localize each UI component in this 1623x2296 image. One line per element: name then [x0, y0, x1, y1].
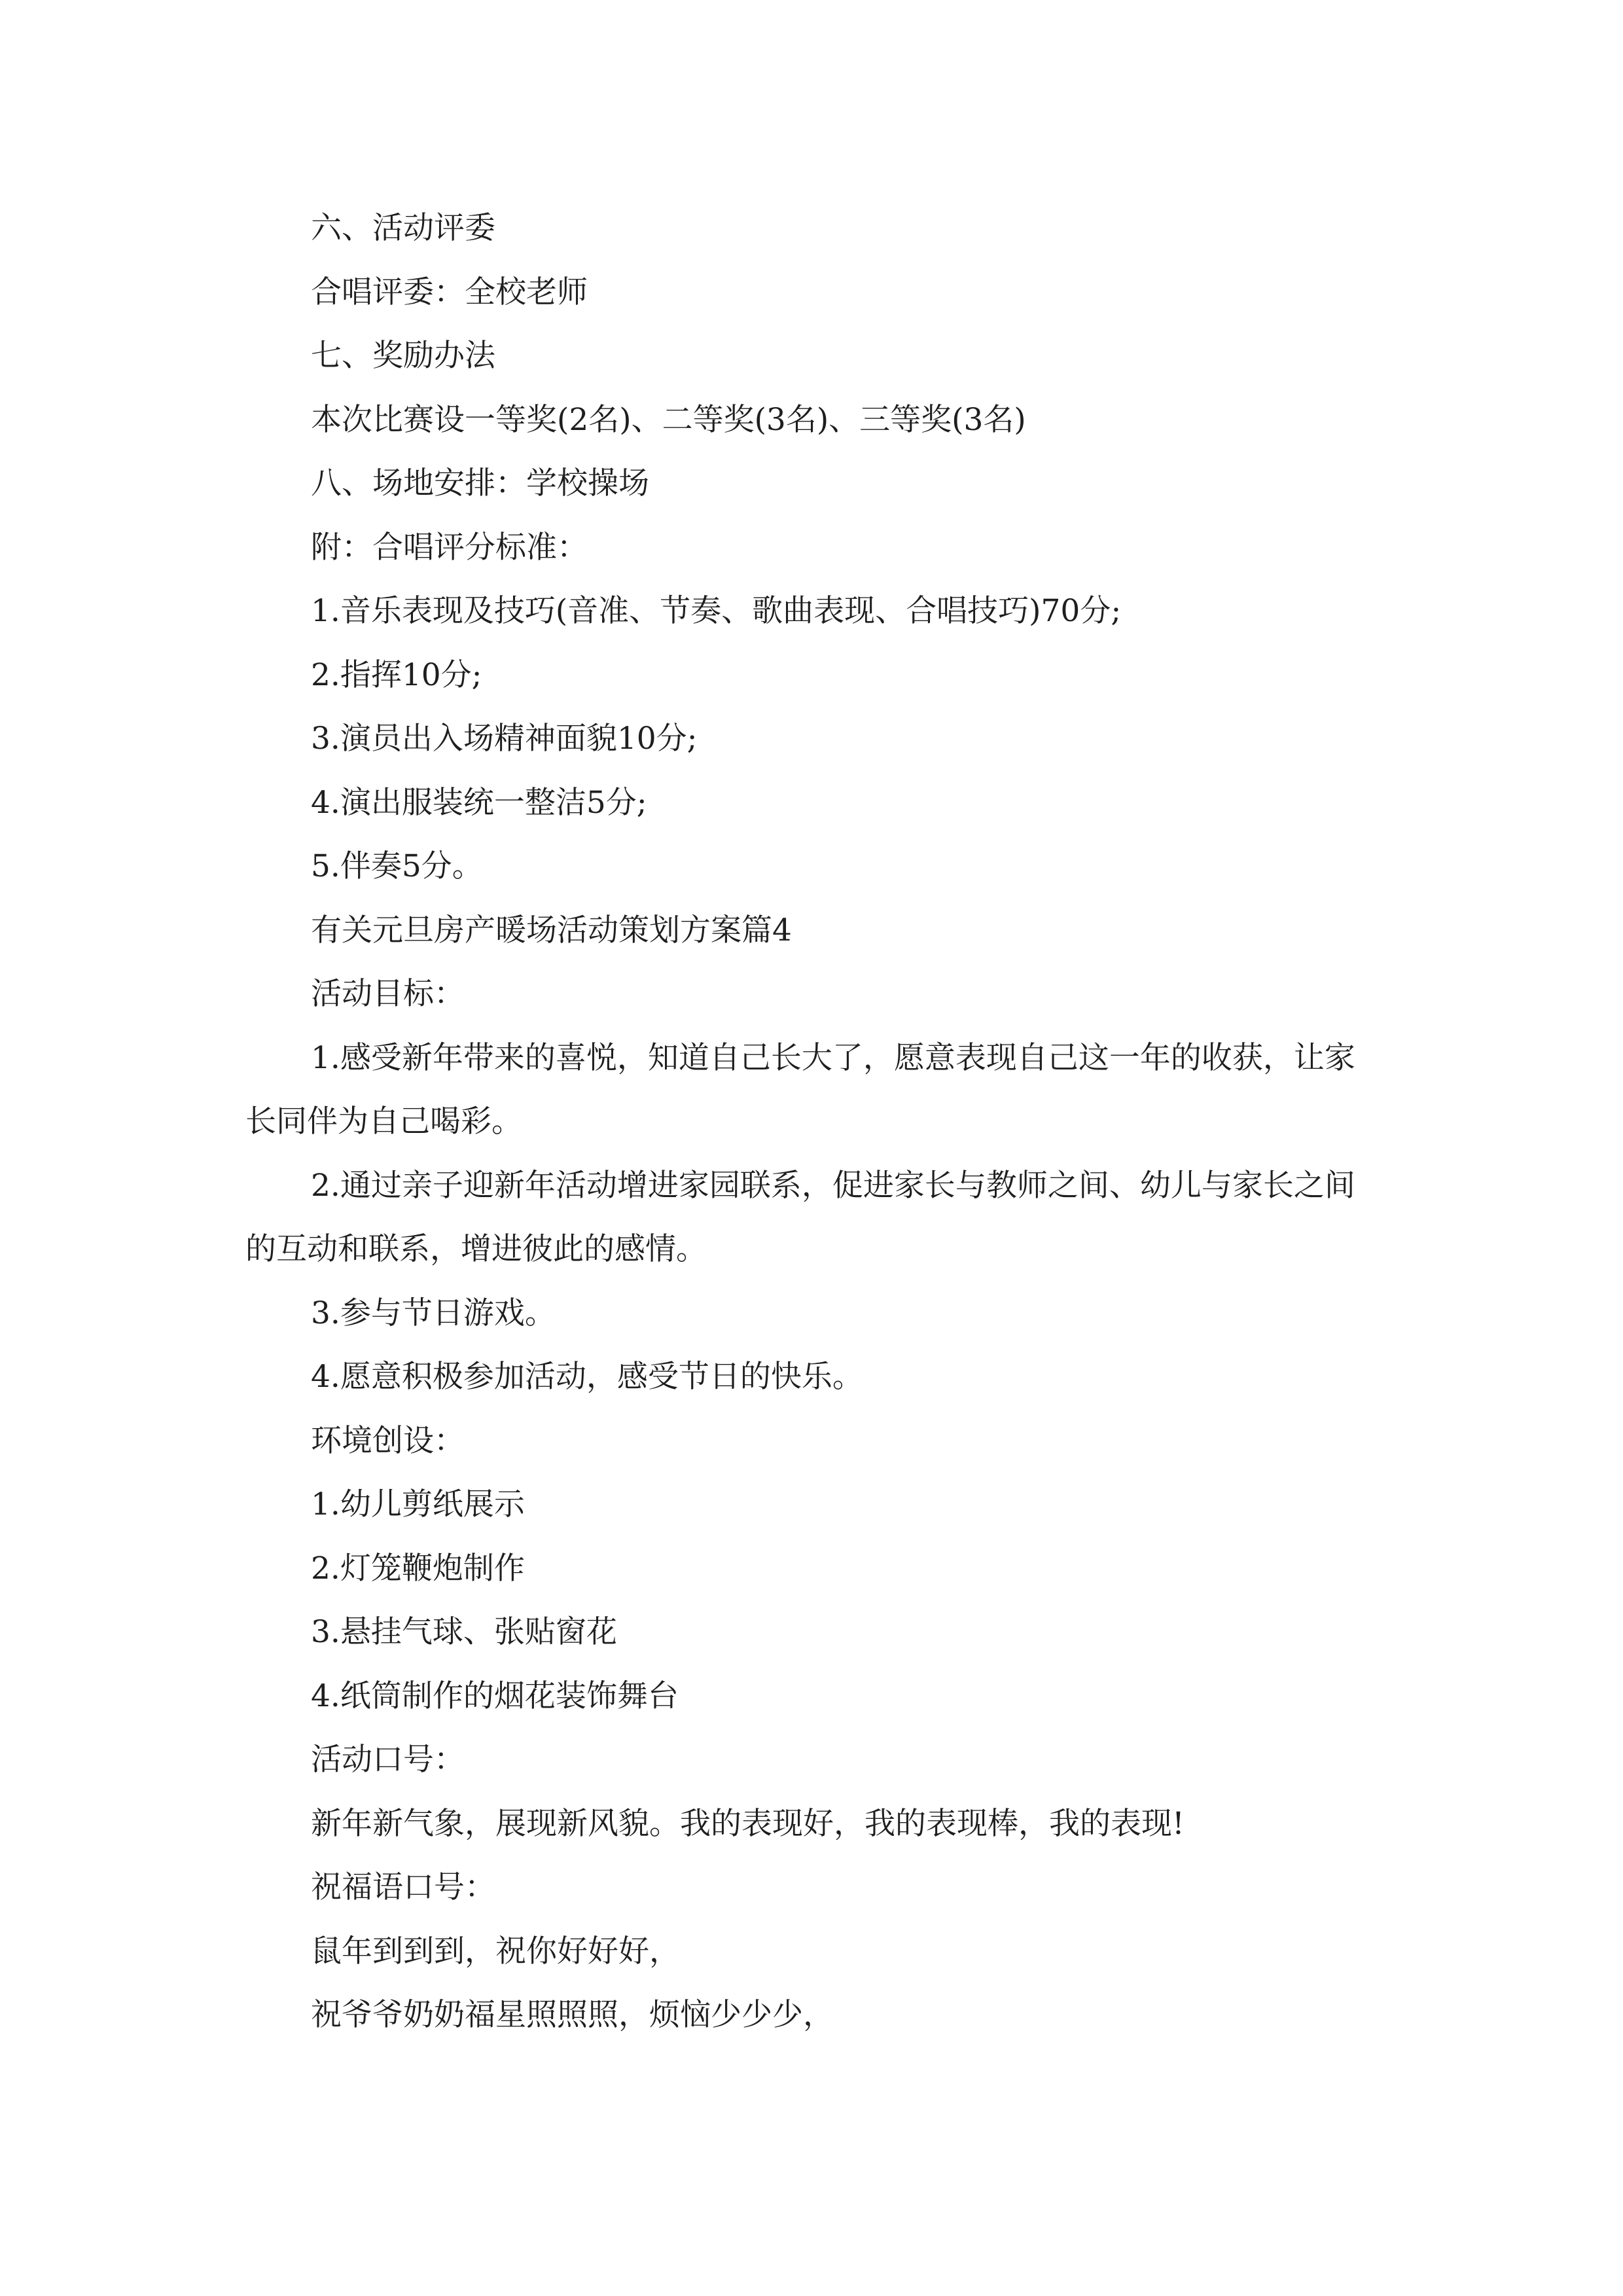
section-heading-slogan: 活动口号： [311, 1742, 465, 1778]
section-heading-environment: 环境创设： [311, 1422, 465, 1459]
list-item-environment-4: 4.纸筒制作的烟花装饰舞台 [311, 1677, 679, 1714]
paragraph-blessing-2: 祝爷爷奶奶福星照照照，烦恼少少少， [311, 1997, 834, 2033]
section-heading-judges: 六、活动评委 [311, 210, 495, 246]
list-item-scoring-2: 2.指挥10分; [311, 656, 482, 693]
list-item-environment-3: 3.悬挂气球、张贴窗花 [311, 1614, 617, 1650]
list-item-environment-1: 1.幼儿剪纸展示 [311, 1486, 525, 1522]
list-item-goal-1: 1.感受新年带来的喜悦，知道自己长大了，愿意表现自己这一年的收获，让家长同伴为自己喝彩。 [245, 1039, 1355, 1139]
paragraph-judges: 合唱评委：全校老师 [311, 274, 588, 310]
document-body [245, 196, 1378, 2047]
list-item-environment-2: 2.灯笼鞭炮制作 [311, 1550, 525, 1587]
list-item-goal-3: 3.参与节日游戏。 [311, 1295, 556, 1331]
list-item-scoring-5: 5.伴奏5分。 [311, 848, 483, 884]
list-item-scoring-1: 1.音乐表现及技巧(音准、节奏、歌曲表现、合唱技巧)70分; [311, 593, 1122, 629]
list-item-scoring-4: 4.演出服装统一整洁5分; [311, 784, 647, 821]
list-item-scoring-3: 3.演员出入场精神面貌10分; [311, 721, 698, 757]
list-item-goal-4: 4.愿意积极参加活动，感受节日的快乐。 [311, 1359, 863, 1395]
paragraph-scoring-title: 附：合唱评分标准： [311, 529, 588, 565]
section-heading-blessing: 祝福语口号： [311, 1869, 495, 1905]
section-heading-awards: 七、奖励办法 [311, 338, 495, 374]
list-item-goal-2: 2.通过亲子迎新年活动增进家园联系，促进家长与教师之间、幼儿与家长之间的互动和联系，增进彼此的感情。 [245, 1167, 1355, 1267]
section-heading-goals: 活动目标： [311, 976, 465, 1012]
paragraph-slogan: 新年新气象，展现新风貌。我的表现好，我的表现棒，我的表现! [311, 1805, 1185, 1842]
section-heading-venue: 八、场地安排：学校操场 [311, 465, 649, 501]
paragraph-awards: 本次比赛设一等奖(2名)、二等奖(3名)、三等奖(3名) [311, 401, 1026, 438]
article-title: 有关元旦房产暖场活动策划方案篇4 [311, 912, 792, 948]
paragraph-blessing-1: 鼠年到到到，祝你好好好， [311, 1933, 680, 1969]
